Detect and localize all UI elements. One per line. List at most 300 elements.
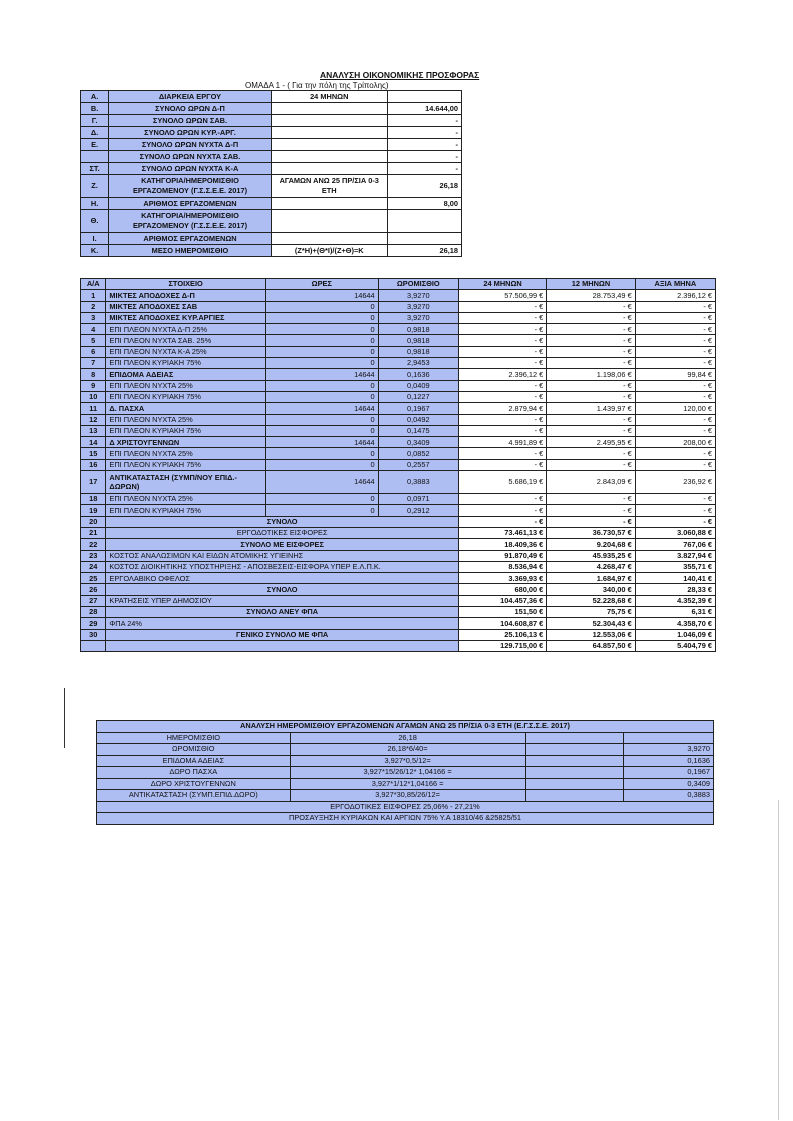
row-number: 21 [81, 527, 106, 538]
wage-formula: 26,18 [290, 732, 525, 744]
row-number: 3 [81, 312, 106, 323]
row-24m: 57.506,99 € [458, 290, 546, 301]
wage-value: 0,1636 [623, 755, 713, 767]
row-month: - € [635, 335, 715, 346]
summary-code: Ζ. [81, 175, 109, 198]
wage-footer-row [97, 813, 714, 825]
summary-mid [271, 198, 387, 210]
wage-spacer [525, 790, 623, 802]
row-rate: 3,9270 [378, 301, 458, 312]
row-month: 236,92 € [635, 471, 715, 494]
row-number: 16 [81, 459, 106, 470]
summary-row [81, 245, 462, 257]
row-item-label: ΑΝΤΙΚΑΤΑΣΤΑΣΗ (ΣΥΜΠ/ΝΟΥ ΕΠΙΔ.-ΔΩΡΩΝ) [106, 471, 266, 494]
summary-value [387, 210, 461, 233]
row-hours: 0 [265, 494, 378, 505]
summary-mid [271, 139, 387, 151]
row-month: 208,00 € [635, 437, 715, 448]
wage-row [97, 744, 714, 756]
row-rate: 2,9453 [378, 358, 458, 369]
summary-code: Θ. [81, 210, 109, 233]
row-rate: 0,1227 [378, 391, 458, 402]
row-24m: - € [458, 459, 546, 470]
row-12m: - € [547, 505, 635, 516]
col-header-12m: 12 ΜΗΝΩΝ [547, 279, 635, 290]
wage-row [97, 767, 714, 779]
total-24m: 18.409,36 € [458, 539, 546, 550]
row-number: 20 [81, 516, 106, 527]
summary-mid: ΑΓΑΜΩΝ ΑΝΩ 25 ΠΡ/ΣΙΑ 0-3 ΕΤΗ [271, 175, 387, 198]
total-month: 3.060,88 € [635, 527, 715, 538]
wage-formula: 3,927*15/26/12* 1,04166 = [290, 767, 525, 779]
total-row [81, 640, 716, 651]
row-rate: 0,1636 [378, 369, 458, 380]
summary-table [80, 90, 462, 257]
row-24m: 4.991,89 € [458, 437, 546, 448]
row-item-label: ΕΠΙ ΠΛΕΟΝ ΝΥΧΤΑ ΣΑΒ. 25% [106, 335, 266, 346]
summary-label: ΣΥΝΟΛΟ ΩΡΩΝ ΝΥΧΤΑ ΣΑΒ. [109, 151, 272, 163]
summary-code: ΣΤ. [81, 163, 109, 175]
total-label: ΕΡΓΟΔΟΤΙΚΕΣ ΕΙΣΦΟΡΕΣ [106, 527, 459, 538]
row-number: 30 [81, 629, 106, 640]
row-month: 120,00 € [635, 403, 715, 414]
total-12m: 52.304,43 € [547, 618, 635, 629]
wage-spacer [525, 732, 623, 744]
total-24m: 680,00 € [458, 584, 546, 595]
page-subtitle: ΟΜΑΔΑ 1 - ( Για την πόλη της Τρίπολης) [245, 81, 389, 90]
margin-line [64, 688, 65, 748]
table-row [81, 471, 716, 494]
summary-code: Ι. [81, 233, 109, 245]
row-number: 6 [81, 346, 106, 357]
row-rate: 3,9270 [378, 290, 458, 301]
total-row [81, 527, 716, 538]
row-12m: 1.439,97 € [547, 403, 635, 414]
row-item-label: Δ. ΠΑΣΧΑ [106, 403, 266, 414]
wage-value: 3,9270 [623, 744, 713, 756]
row-24m: - € [458, 358, 546, 369]
summary-row [81, 175, 462, 198]
summary-value: 26,18 [387, 175, 461, 198]
row-item-label: ΕΠΙΔΟΜΑ ΑΔΕΙΑΣ [106, 369, 266, 380]
row-24m: - € [458, 448, 546, 459]
table-row [81, 391, 716, 402]
summary-mid [271, 163, 387, 175]
row-24m: - € [458, 414, 546, 425]
row-number: 25 [81, 573, 106, 584]
summary-label: ΜΕΣΟ ΗΜΕΡΟΜΙΣΘΙΟ [109, 245, 272, 257]
row-item-label: Δ ΧΡΙΣΤΟΥΓΕΝΝΩΝ [106, 437, 266, 448]
wage-row [97, 755, 714, 767]
table-row [81, 358, 716, 369]
wage-value [623, 732, 713, 744]
wage-value: 0,3883 [623, 790, 713, 802]
total-month: - € [635, 516, 715, 527]
row-number: 11 [81, 403, 106, 414]
row-24m: - € [458, 335, 546, 346]
summary-code: Κ. [81, 245, 109, 257]
table-row [81, 448, 716, 459]
summary-label: ΣΥΝΟΛΟ ΩΡΩΝ ΝΥΧΤΑ Δ-Π [109, 139, 272, 151]
row-number [81, 640, 106, 651]
row-number: 4 [81, 324, 106, 335]
total-row [81, 561, 716, 572]
row-month: - € [635, 380, 715, 391]
row-rate: 0,1475 [378, 425, 458, 436]
total-month: 28,33 € [635, 584, 715, 595]
summary-label: ΣΥΝΟΛΟ ΩΡΩΝ ΝΥΧΤΑ Κ-Α [109, 163, 272, 175]
row-hours: 14644 [265, 471, 378, 494]
row-hours: 0 [265, 301, 378, 312]
row-24m: - € [458, 380, 546, 391]
total-12m: 340,00 € [547, 584, 635, 595]
wage-value: 0,3409 [623, 778, 713, 790]
total-24m: 25.106,13 € [458, 629, 546, 640]
total-12m: 12.553,06 € [547, 629, 635, 640]
row-number: 19 [81, 505, 106, 516]
row-12m: - € [547, 358, 635, 369]
summary-row [81, 210, 462, 233]
table-row [81, 324, 716, 335]
row-24m: - € [458, 312, 546, 323]
wage-label: ΔΩΡΟ ΠΑΣΧΑ [97, 767, 291, 779]
row-item-label: ΕΠΙ ΠΛΕΟΝ ΝΥΧΤΑ Κ-Α 25% [106, 346, 266, 357]
summary-code: Η. [81, 198, 109, 210]
row-number: 28 [81, 607, 106, 618]
row-hours: 0 [265, 448, 378, 459]
row-rate: 0,3883 [378, 471, 458, 494]
row-number: 14 [81, 437, 106, 448]
row-hours: 0 [265, 346, 378, 357]
col-header-hours: ΩΡΕΣ [265, 279, 378, 290]
wage-label: ΩΡΟΜΙΣΘΙΟ [97, 744, 291, 756]
table-row [81, 414, 716, 425]
wage-label: ΗΜΕΡΟΜΙΣΘΙΟ [97, 732, 291, 744]
row-number: 12 [81, 414, 106, 425]
summary-value: - [387, 163, 461, 175]
summary-value: - [387, 151, 461, 163]
summary-value: 26,18 [387, 245, 461, 257]
total-label: ΚΡΑΤΗΣΕΙΣ ΥΠΕΡ ΔΗΜΟΣΙΟΥ [106, 595, 459, 606]
total-label: ΣΥΝΟΛΟ [106, 584, 459, 595]
row-hours: 14644 [265, 437, 378, 448]
row-12m: - € [547, 324, 635, 335]
row-rate: 0,2912 [378, 505, 458, 516]
table-row [81, 380, 716, 391]
summary-value [387, 91, 461, 103]
total-month: 5.404,79 € [635, 640, 715, 651]
wage-formula: 3,927*30,85/26/12= [290, 790, 525, 802]
row-month: - € [635, 414, 715, 425]
row-item-label: ΕΠΙ ΠΛΕΟΝ ΝΥΧΤΑ 25% [106, 448, 266, 459]
row-item-label: ΕΠΙ ΠΛΕΟΝ ΚΥΡΙΑΚΗ 75% [106, 358, 266, 369]
row-number: 18 [81, 494, 106, 505]
total-label: ΚΟΣΤΟΣ ΑΝΑΛΩΣΙΜΩΝ ΚΑΙ ΕΙΔΩΝ ΑΤΟΜΙΚΗΣ ΥΓΙΕΙΝΗΣ [106, 550, 459, 561]
summary-code [81, 151, 109, 163]
wage-footer: ΠΡΟΣΑΥΞΗΣΗ ΚΥΡΙΑΚΩΝ ΚΑΙ ΑΡΓΙΩΝ 75% Υ.Α 18310/46 &25825/51 [97, 813, 714, 825]
row-month: - € [635, 448, 715, 459]
summary-code: Α. [81, 91, 109, 103]
total-label: ΚΟΣΤΟΣ ΔΙΟΙΚΗΤΙΚΗΣ ΥΠΟΣΤΗΡΙΞΗΣ - ΑΠΟΣΒΕΣΕΙΣ-ΕΙΣΦΟΡΑ ΥΠΕΡ Ε.Λ.Π.Κ. [106, 561, 459, 572]
row-number: 10 [81, 391, 106, 402]
summary-code: Γ. [81, 115, 109, 127]
total-month: 3.827,94 € [635, 550, 715, 561]
summary-value: - [387, 127, 461, 139]
col-header-month: ΑΞΙΑ ΜΗΝΑ [635, 279, 715, 290]
total-row [81, 629, 716, 640]
row-hours: 0 [265, 312, 378, 323]
table-row [81, 494, 716, 505]
summary-label: ΚΑΤΗΓΟΡΙΑ/ΗΜΕΡΟΜΙΣΘΙΟ ΕΡΓΑΖΟΜΕΝΟΥ (Γ.Σ.Σ.Ε.Ε. 2017) [109, 210, 272, 233]
row-hours: 0 [265, 380, 378, 391]
total-24m: 129.715,00 € [458, 640, 546, 651]
row-hours: 0 [265, 335, 378, 346]
total-month: 4.358,70 € [635, 618, 715, 629]
row-12m: 2.843,09 € [547, 471, 635, 494]
row-month: 99,84 € [635, 369, 715, 380]
wage-row [97, 732, 714, 744]
row-number: 13 [81, 425, 106, 436]
row-24m: - € [458, 346, 546, 357]
table-row [81, 290, 716, 301]
row-item-label: ΕΠΙ ΠΛΕΟΝ ΚΥΡΙΑΚΗ 75% [106, 505, 266, 516]
wage-footer: ΕΡΓΟΔΟΤΙΚΕΣ ΕΙΣΦΟΡΕΣ 25,06% - 27,21% [97, 801, 714, 813]
total-row [81, 607, 716, 618]
table-row [81, 459, 716, 470]
summary-row [81, 151, 462, 163]
row-number: 24 [81, 561, 106, 572]
row-hours: 0 [265, 505, 378, 516]
row-item-label: ΕΠΙ ΠΛΕΟΝ ΝΥΧΤΑ 25% [106, 380, 266, 391]
wage-value: 0,1967 [623, 767, 713, 779]
total-row [81, 618, 716, 629]
summary-label: ΣΥΝΟΛΟ ΩΡΩΝ ΣΑΒ. [109, 115, 272, 127]
wage-label: ΔΩΡΟ ΧΡΙΣΤΟΥΓΕΝΝΩΝ [97, 778, 291, 790]
row-item-label: ΕΠΙ ΠΛΕΟΝ ΝΥΧΤΑ 25% [106, 494, 266, 505]
wage-row [97, 778, 714, 790]
total-label: ΣΥΝΟΛΟ ΜΕ ΕΙΣΦΟΡΕΣ [106, 539, 459, 550]
row-24m: 2.879,94 € [458, 403, 546, 414]
total-label: ΣΥΝΟΛΟ [106, 516, 459, 527]
table-row [81, 301, 716, 312]
row-month: - € [635, 358, 715, 369]
row-12m: - € [547, 448, 635, 459]
row-12m: - € [547, 335, 635, 346]
summary-row [81, 103, 462, 115]
row-rate: 0,0492 [378, 414, 458, 425]
summary-row [81, 127, 462, 139]
total-12m: - € [547, 516, 635, 527]
wage-table-title: ΑΝΑΛΥΣΗ ΗΜΕΡΟΜΙΣΘΙΟΥ ΕΡΓΑΖΟΜΕΝΩΝ ΑΓΑΜΩΝ ΑΝΩ 25 ΠΡ/ΣΙΑ 0-3 ΕΤΗ (Ε.Γ.Σ.Σ.Ε. 2017) [97, 721, 714, 733]
summary-label: ΔΙΑΡΚΕΙΑ ΕΡΓΟΥ [109, 91, 272, 103]
row-number: 17 [81, 471, 106, 494]
table-row [81, 403, 716, 414]
summary-code: Ε. [81, 139, 109, 151]
row-rate: 0,0971 [378, 494, 458, 505]
total-row [81, 595, 716, 606]
row-number: 5 [81, 335, 106, 346]
table-row [81, 312, 716, 323]
row-month: - € [635, 312, 715, 323]
total-24m: 151,50 € [458, 607, 546, 618]
row-24m: 2.396,12 € [458, 369, 546, 380]
summary-label: ΣΥΝΟΛΟ ΩΡΩΝ Δ-Π [109, 103, 272, 115]
summary-code: Δ. [81, 127, 109, 139]
summary-mid [271, 151, 387, 163]
total-month: 767,06 € [635, 539, 715, 550]
wage-row [97, 790, 714, 802]
row-24m: - € [458, 494, 546, 505]
row-24m: - € [458, 324, 546, 335]
total-24m: 3.369,93 € [458, 573, 546, 584]
total-24m: 73.461,13 € [458, 527, 546, 538]
row-number: 8 [81, 369, 106, 380]
row-12m: - € [547, 312, 635, 323]
table-row [81, 505, 716, 516]
row-number: 9 [81, 380, 106, 391]
row-item-label: ΕΠΙ ΠΛΕΟΝ ΝΥΧΤΑ 25% [106, 414, 266, 425]
summary-row [81, 91, 462, 103]
row-month: - € [635, 425, 715, 436]
row-hours: 0 [265, 358, 378, 369]
total-24m: 91.870,49 € [458, 550, 546, 561]
row-12m: 1.198,06 € [547, 369, 635, 380]
summary-value [387, 233, 461, 245]
row-rate: 0,1967 [378, 403, 458, 414]
col-header-aa: Α/Α [81, 279, 106, 290]
total-12m: 9.204,68 € [547, 539, 635, 550]
row-month: - € [635, 505, 715, 516]
row-number: 1 [81, 290, 106, 301]
summary-mid [271, 210, 387, 233]
row-hours: 0 [265, 391, 378, 402]
row-month: 2.396,12 € [635, 290, 715, 301]
summary-mid: 24 ΜΗΝΩΝ [271, 91, 387, 103]
total-12m: 4.268,47 € [547, 561, 635, 572]
total-row [81, 584, 716, 595]
row-12m: - € [547, 391, 635, 402]
total-row [81, 573, 716, 584]
row-hours: 0 [265, 414, 378, 425]
summary-row [81, 198, 462, 210]
total-month: 355,71 € [635, 561, 715, 572]
total-month: 4.352,39 € [635, 595, 715, 606]
table-row [81, 335, 716, 346]
row-number: 2 [81, 301, 106, 312]
summary-code: Β. [81, 103, 109, 115]
table-row [81, 369, 716, 380]
row-item-label: ΕΠΙ ΠΛΕΟΝ ΚΥΡΙΑΚΗ 75% [106, 459, 266, 470]
row-12m: - € [547, 459, 635, 470]
cost-analysis-table [80, 278, 716, 652]
total-24m: 104.457,36 € [458, 595, 546, 606]
summary-row [81, 233, 462, 245]
total-row [81, 550, 716, 561]
row-item-label: ΜΙΚΤΕΣ ΑΠΟΔΟΧΕΣ ΚΥΡ.ΑΡΓΙΕΣ [106, 312, 266, 323]
row-number: 15 [81, 448, 106, 459]
row-12m: - € [547, 425, 635, 436]
row-rate: 0,0409 [378, 380, 458, 391]
row-24m: - € [458, 425, 546, 436]
total-12m: 64.857,50 € [547, 640, 635, 651]
total-row [81, 539, 716, 550]
summary-value: 8,00 [387, 198, 461, 210]
summary-mid [271, 127, 387, 139]
total-row [81, 516, 716, 527]
table-row [81, 346, 716, 357]
row-12m: - € [547, 494, 635, 505]
row-item-label: ΜΙΚΤΕΣ ΑΠΟΔΟΧΕΣ Δ-Π [106, 290, 266, 301]
table-row [81, 437, 716, 448]
col-header-24m: 24 ΜΗΝΩΝ [458, 279, 546, 290]
row-12m: 2.495,95 € [547, 437, 635, 448]
row-rate: 0,0852 [378, 448, 458, 459]
row-12m: - € [547, 301, 635, 312]
summary-row [81, 163, 462, 175]
total-24m: 8.536,94 € [458, 561, 546, 572]
total-label: ΓΕΝΙΚΟ ΣΥΝΟΛΟ ΜΕ ΦΠΑ [106, 629, 459, 640]
row-12m: - € [547, 414, 635, 425]
wage-formula: 3,927*0,5/12= [290, 755, 525, 767]
row-item-label: ΜΙΚΤΕΣ ΑΠΟΔΟΧΕΣ ΣΑΒ [106, 301, 266, 312]
total-label [106, 640, 459, 651]
wage-footer-row [97, 801, 714, 813]
table-row [81, 425, 716, 436]
total-month: 140,41 € [635, 573, 715, 584]
cost-table-header [81, 279, 716, 290]
row-item-label: ΕΠΙ ΠΛΕΟΝ ΚΥΡΙΑΚΗ 75% [106, 425, 266, 436]
row-24m: 5.686,19 € [458, 471, 546, 494]
row-number: 26 [81, 584, 106, 595]
total-24m: - € [458, 516, 546, 527]
wage-spacer [525, 744, 623, 756]
row-hours: 14644 [265, 290, 378, 301]
row-rate: 0,3409 [378, 437, 458, 448]
summary-label: ΑΡΙΘΜΟΣ ΕΡΓΑΖΟΜΕΝΩΝ [109, 198, 272, 210]
summary-label: ΚΑΤΗΓΟΡΙΑ/ΗΜΕΡΟΜΙΣΘΙΟ ΕΡΓΑΖΟΜΕΝΟΥ (Γ.Σ.Σ.Ε.Ε. 2017) [109, 175, 272, 198]
wage-spacer [525, 767, 623, 779]
total-label: ΕΡΓΟΛΑΒΙΚΟ ΟΦΕΛΟΣ [106, 573, 459, 584]
wage-formula: 26,18*6/40= [290, 744, 525, 756]
row-hours: 0 [265, 425, 378, 436]
row-rate: 0,9818 [378, 335, 458, 346]
row-item-label: ΕΠΙ ΠΛΕΟΝ ΝΥΧΤΑ Δ-Π 25% [106, 324, 266, 335]
row-hours: 0 [265, 459, 378, 470]
row-24m: - € [458, 301, 546, 312]
total-label: ΣΥΝΟΛΟ ΑΝΕΥ ΦΠΑ [106, 607, 459, 618]
row-month: - € [635, 346, 715, 357]
row-hours: 14644 [265, 403, 378, 414]
total-12m: 1.684,97 € [547, 573, 635, 584]
total-24m: 104.608,87 € [458, 618, 546, 629]
summary-row [81, 115, 462, 127]
summary-value: 14.644,00 [387, 103, 461, 115]
row-month: - € [635, 324, 715, 335]
row-month: - € [635, 301, 715, 312]
scan-edge-line [778, 800, 779, 1120]
summary-mid: (Ζ*Η)+(Θ*Ι)/(Ζ+Θ)=Κ [271, 245, 387, 257]
summary-mid [271, 103, 387, 115]
row-rate: 0,9818 [378, 324, 458, 335]
row-hours: 14644 [265, 369, 378, 380]
row-rate: 0,9818 [378, 346, 458, 357]
row-rate: 3,9270 [378, 312, 458, 323]
wage-spacer [525, 755, 623, 767]
wage-label: ΑΝΤΙΚΑΤΑΣΤΑΣΗ (ΣΥΜΠ.ΕΠΙΔ.ΔΩΡΟ) [97, 790, 291, 802]
total-12m: 75,75 € [547, 607, 635, 618]
row-rate: 0,2557 [378, 459, 458, 470]
summary-mid [271, 115, 387, 127]
